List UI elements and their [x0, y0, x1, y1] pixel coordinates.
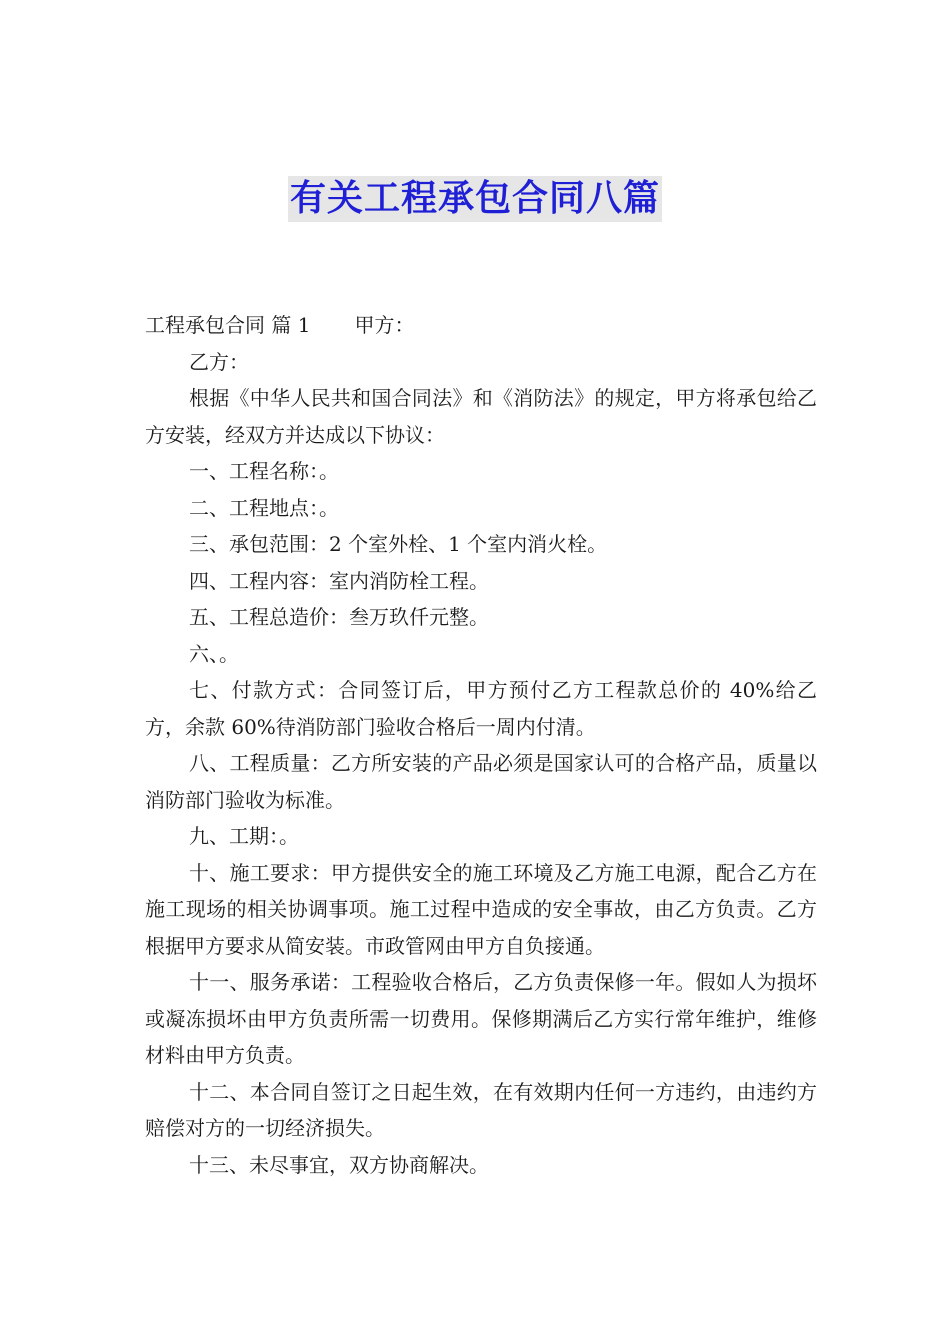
paragraph-party-b: 乙方：: [189, 349, 249, 374]
clause-6: 六、。: [189, 641, 239, 666]
clause-9: 九、工期：。: [189, 824, 299, 848]
title-container: [0, 176, 950, 222]
clause-7: 七、付款方式：合同签订后，甲方预付乙方工程款总价的 40%给乙方，余款 60%待消防部门验收合格后一周内付清。: [145, 678, 817, 739]
section-heading-line: [145, 307, 817, 344]
clause-1: 一、工程名称：。: [189, 459, 339, 483]
clause-11: 十一、服务承诺：工程验收合格后，乙方负责保修一年。假如人为损坏或凝冻损坏由甲方负责所需一切费用。保修期满后乙方实行常年维护，维修材料由甲方负责。: [145, 970, 817, 1067]
clause-5: 五、工程总造价：叁万玖仟元整。: [189, 605, 489, 629]
party-a-label: 甲方：: [354, 313, 415, 337]
clause-3: 三、承包范围：2 个室外栓、1 个室内消火栓。: [189, 532, 608, 556]
clause-8: 八、工程质量：乙方所安装的产品必须是国家认可的合格产品，质量以消防部门验收为标准。: [145, 751, 817, 812]
paragraph-preamble: 根据《中华人民共和国合同法》和《消防法》的规定，甲方将承包给乙方安装，经双方并达成以下协议：: [145, 386, 817, 447]
clause-2: 二、工程地点：。: [189, 495, 339, 520]
clause-12: 十二、本合同自签订之日起生效，在有效期内任何一方违约，由违约方赔偿对方的一切经济损失。: [145, 1079, 817, 1140]
clause-13: 十三、未尽事宜，双方协商解决。: [189, 1152, 489, 1177]
clause-10: 十、施工要求：甲方提供安全的施工环境及乙方施工电源，配合乙方在施工现场的相关协调事项。施工过程中造成的安全事故，由乙方负责。乙方根据甲方要求从简安装。市政管网由甲方自负接通。: [145, 860, 817, 958]
clause-4: 四、工程内容：室内消防栓工程。: [189, 568, 489, 593]
section-heading: 工程承包合同 篇 1: [145, 313, 311, 337]
document-body: [145, 307, 817, 1183]
document-title: 有关工程承包合同八篇: [288, 176, 662, 222]
